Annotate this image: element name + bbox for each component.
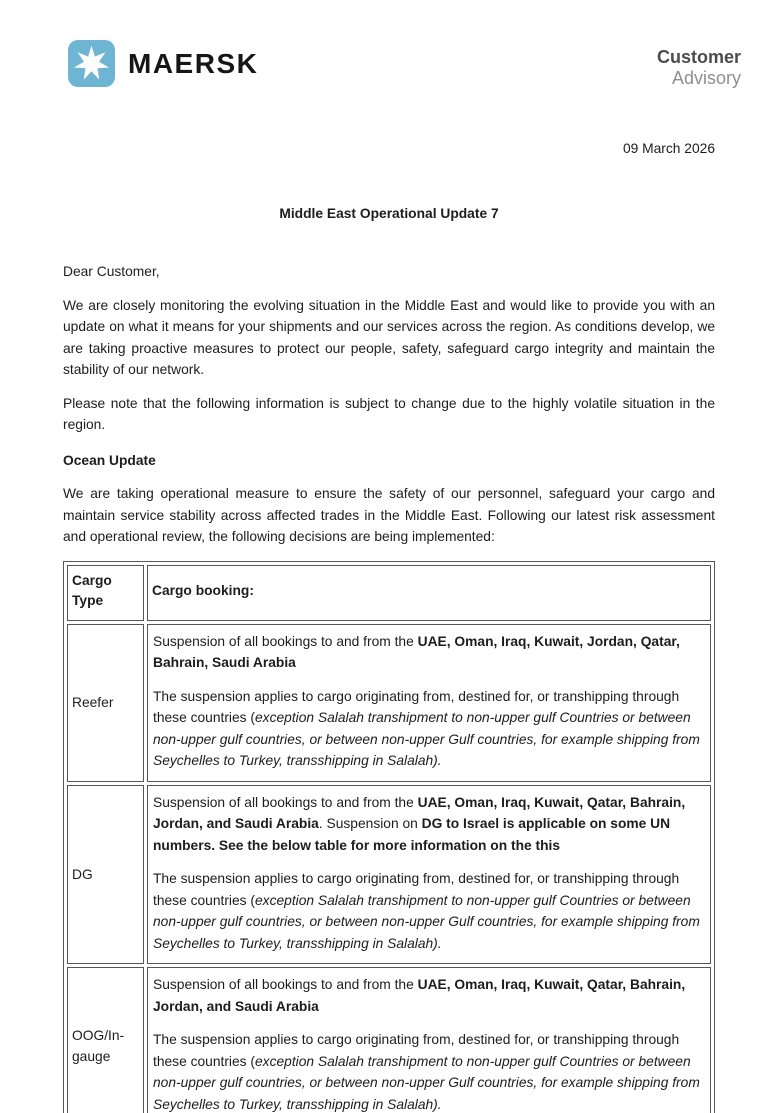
advisory-date: 09 March 2026 <box>622 141 715 156</box>
header-cargo-type: Cargo Type <box>67 565 144 621</box>
maersk-logo <box>68 40 115 87</box>
booking-exception-text: The suspension applies to cargo originating from, destined for, or transhipping through these countries (exception Salalah transhipment to non-upper gulf Countries or between non-upper gulf countries, or between non-upper Gulf countries, for example shipping from Seychelles to Turkey, transshipping in Salalah). <box>153 688 700 768</box>
booking-exception-text: The suspension applies to cargo originating from, destined for, or transhipping through these countries (exception Salalah transhipment to non-upper gulf Countries or between non-upper gulf countries, or between non-upper Gulf countries, for example shipping from Seychelles to Turkey, transshipping in Salalah). <box>153 871 700 951</box>
document-type <box>657 47 741 89</box>
ocean-update-paragraph: We are taking operational measure to ensure the safety of our personnel, safeguard your cargo and maintain service stability across affected trades in the Middle East. Following our latest risk assessment and operational review, the following decisions are being implemented: <box>63 486 715 544</box>
advisory-title: Middle East Operational Update 7 <box>279 206 499 221</box>
cargo-type-reefer: Reefer <box>67 624 144 782</box>
booking-exception-text: The suspension applies to cargo originating from, destined for, or transhipping through these countries (exception Salalah transhipment to non-upper gulf Countries or between non-upper gulf countries, or between non-upper Gulf countries, for example shipping from Seychelles to Turkey, transshipping in Salalah). <box>153 1032 700 1112</box>
table-header-row <box>67 565 711 621</box>
document-header <box>63 40 741 89</box>
booking-suspension-text: Suspension of all bookings to and from the UAE, Oman, Iraq, Kuwait, Qatar, Bahrain, Jordan, and Saudi Arabia. Suspension on DG to Israel is applicable on some UN numbers. See the below table for more information on the this <box>153 794 686 853</box>
cargo-booking-dg <box>147 785 711 965</box>
cargo-suspension-table <box>63 561 715 1113</box>
cargo-booking-reefer <box>147 624 711 782</box>
header-cargo-booking: Cargo booking: <box>147 565 711 621</box>
ocean-update-heading: Ocean Update <box>63 452 156 468</box>
booking-suspension-text: Suspension of all bookings to and from the UAE, Oman, Iraq, Kuwait, Jordan, Qatar, Bahrain, Saudi Arabia <box>153 633 680 670</box>
cargo-type-dg: DG <box>67 785 144 965</box>
maersk-brand <box>68 40 258 87</box>
disclaimer-paragraph: Please note that the following information is subject to change due to the highly volatile situation in the region. <box>63 395 715 432</box>
document-type-line2: Advisory <box>671 68 741 88</box>
cargo-booking-oog <box>147 967 711 1113</box>
cargo-type-oog: OOG/In-gauge <box>67 967 144 1113</box>
table-row-dg <box>67 785 711 965</box>
booking-suspension-text: Suspension of all bookings to and from the UAE, Oman, Iraq, Kuwait, Qatar, Bahrain, Jordan, and Saudi Arabia <box>153 977 686 1014</box>
table-row-oog <box>67 967 711 1113</box>
table-row-reefer <box>67 624 711 782</box>
brand-wordmark: MAERSK <box>128 48 259 79</box>
document-type-line1: Customer <box>656 47 741 67</box>
salutation: Dear Customer, <box>63 264 160 279</box>
intro-paragraph: We are closely monitoring the evolving situation in the Middle East and would like to provide you with an update on what it means for your shipments and our services across the region. As conditions develop, we are taking proactive measures to protect our people, safety, safeguard cargo integrity and maintain the stability of our network. <box>63 297 715 377</box>
maersk-star-icon <box>71 43 112 84</box>
